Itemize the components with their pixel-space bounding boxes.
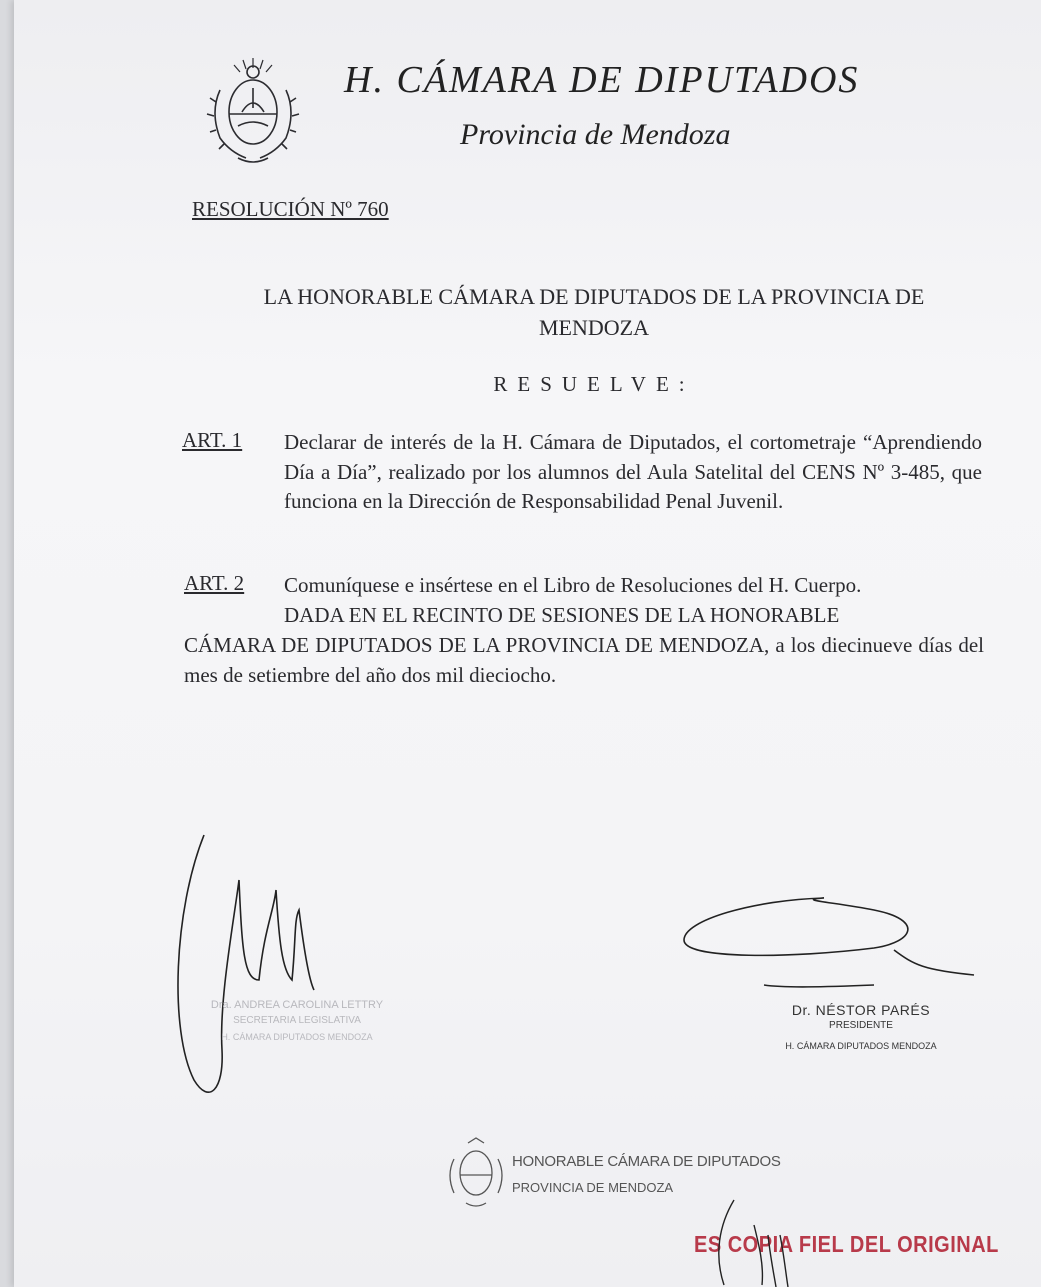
- stamp-line-1: HONORABLE CÁMARA DE DIPUTADOS: [512, 1153, 781, 1170]
- article-2-text: Comuníquese e insértese en el Libro de Resoluciones del H. Cuerpo.: [284, 573, 862, 597]
- heading-line-2: MENDOZA: [539, 315, 649, 340]
- article-1-label: ART. 1: [182, 428, 243, 452]
- article-1-text: Declarar de interés de la H. Cámara de Diputados, el cortometraje “Aprendiendo Día a Día”, realizado por los alumnos del Aula Satelital del CENS Nº 3-485, que funciona en la Dirección de Responsabilidad Penal Juvenil.: [284, 430, 982, 513]
- signature-left-block: [202, 997, 392, 1045]
- institution-title: H. CÁMARA DE DIPUTADOS: [344, 59, 860, 101]
- signature-right-role: PRESIDENTE: [829, 1020, 893, 1031]
- signature-right-name: Dr. NÉSTOR PARÉS: [791, 1002, 931, 1018]
- resolution-number: RESOLUCIÓN Nº 760: [192, 197, 389, 221]
- stamp-line-2: PROVINCIA DE MENDOZA: [512, 1180, 674, 1195]
- resolution-heading: [194, 281, 994, 343]
- coat-of-arms-icon: [198, 50, 308, 170]
- official-stamp: [512, 1149, 781, 1201]
- province-subtitle: Provincia de Mendoza: [460, 118, 731, 151]
- signature-left-org: H. CÁMARA DIPUTADOS MENDOZA: [221, 1032, 373, 1042]
- resuelve-heading: RESUELVE:: [493, 372, 695, 396]
- initials-signature-icon: [704, 1195, 824, 1287]
- closing-first-line: DADA EN EL RECINTO DE SESIONES DE LA HONORABLE: [284, 603, 840, 627]
- document-page: [14, 0, 1041, 1287]
- signature-right-icon: [674, 890, 984, 1010]
- signature-left-name: Dra. ANDREA CAROLINA LETTRY: [210, 999, 384, 1011]
- signature-left-role: SECRETARIA LEGISLATIVA: [233, 1015, 361, 1026]
- heading-line-1: LA HONORABLE CÁMARA DE DIPUTADOS DE LA PROVINCIA DE: [263, 284, 925, 309]
- certified-copy-stamp: ES COPIA FIEL DEL ORIGINAL: [694, 1232, 999, 1258]
- signature-right-org: H. CÁMARA DIPUTADOS MENDOZA: [785, 1041, 937, 1051]
- stamp-seal-icon: [444, 1135, 508, 1211]
- signature-left-icon: [164, 830, 344, 1110]
- article-2-label: ART. 2: [184, 571, 245, 595]
- signature-right-block: [756, 1003, 966, 1054]
- closing-text: CÁMARA DE DIPUTADOS DE LA PROVINCIA DE MENDOZA, a los diecinueve días del mes de setiembre del año dos mil dieciocho.: [184, 633, 984, 687]
